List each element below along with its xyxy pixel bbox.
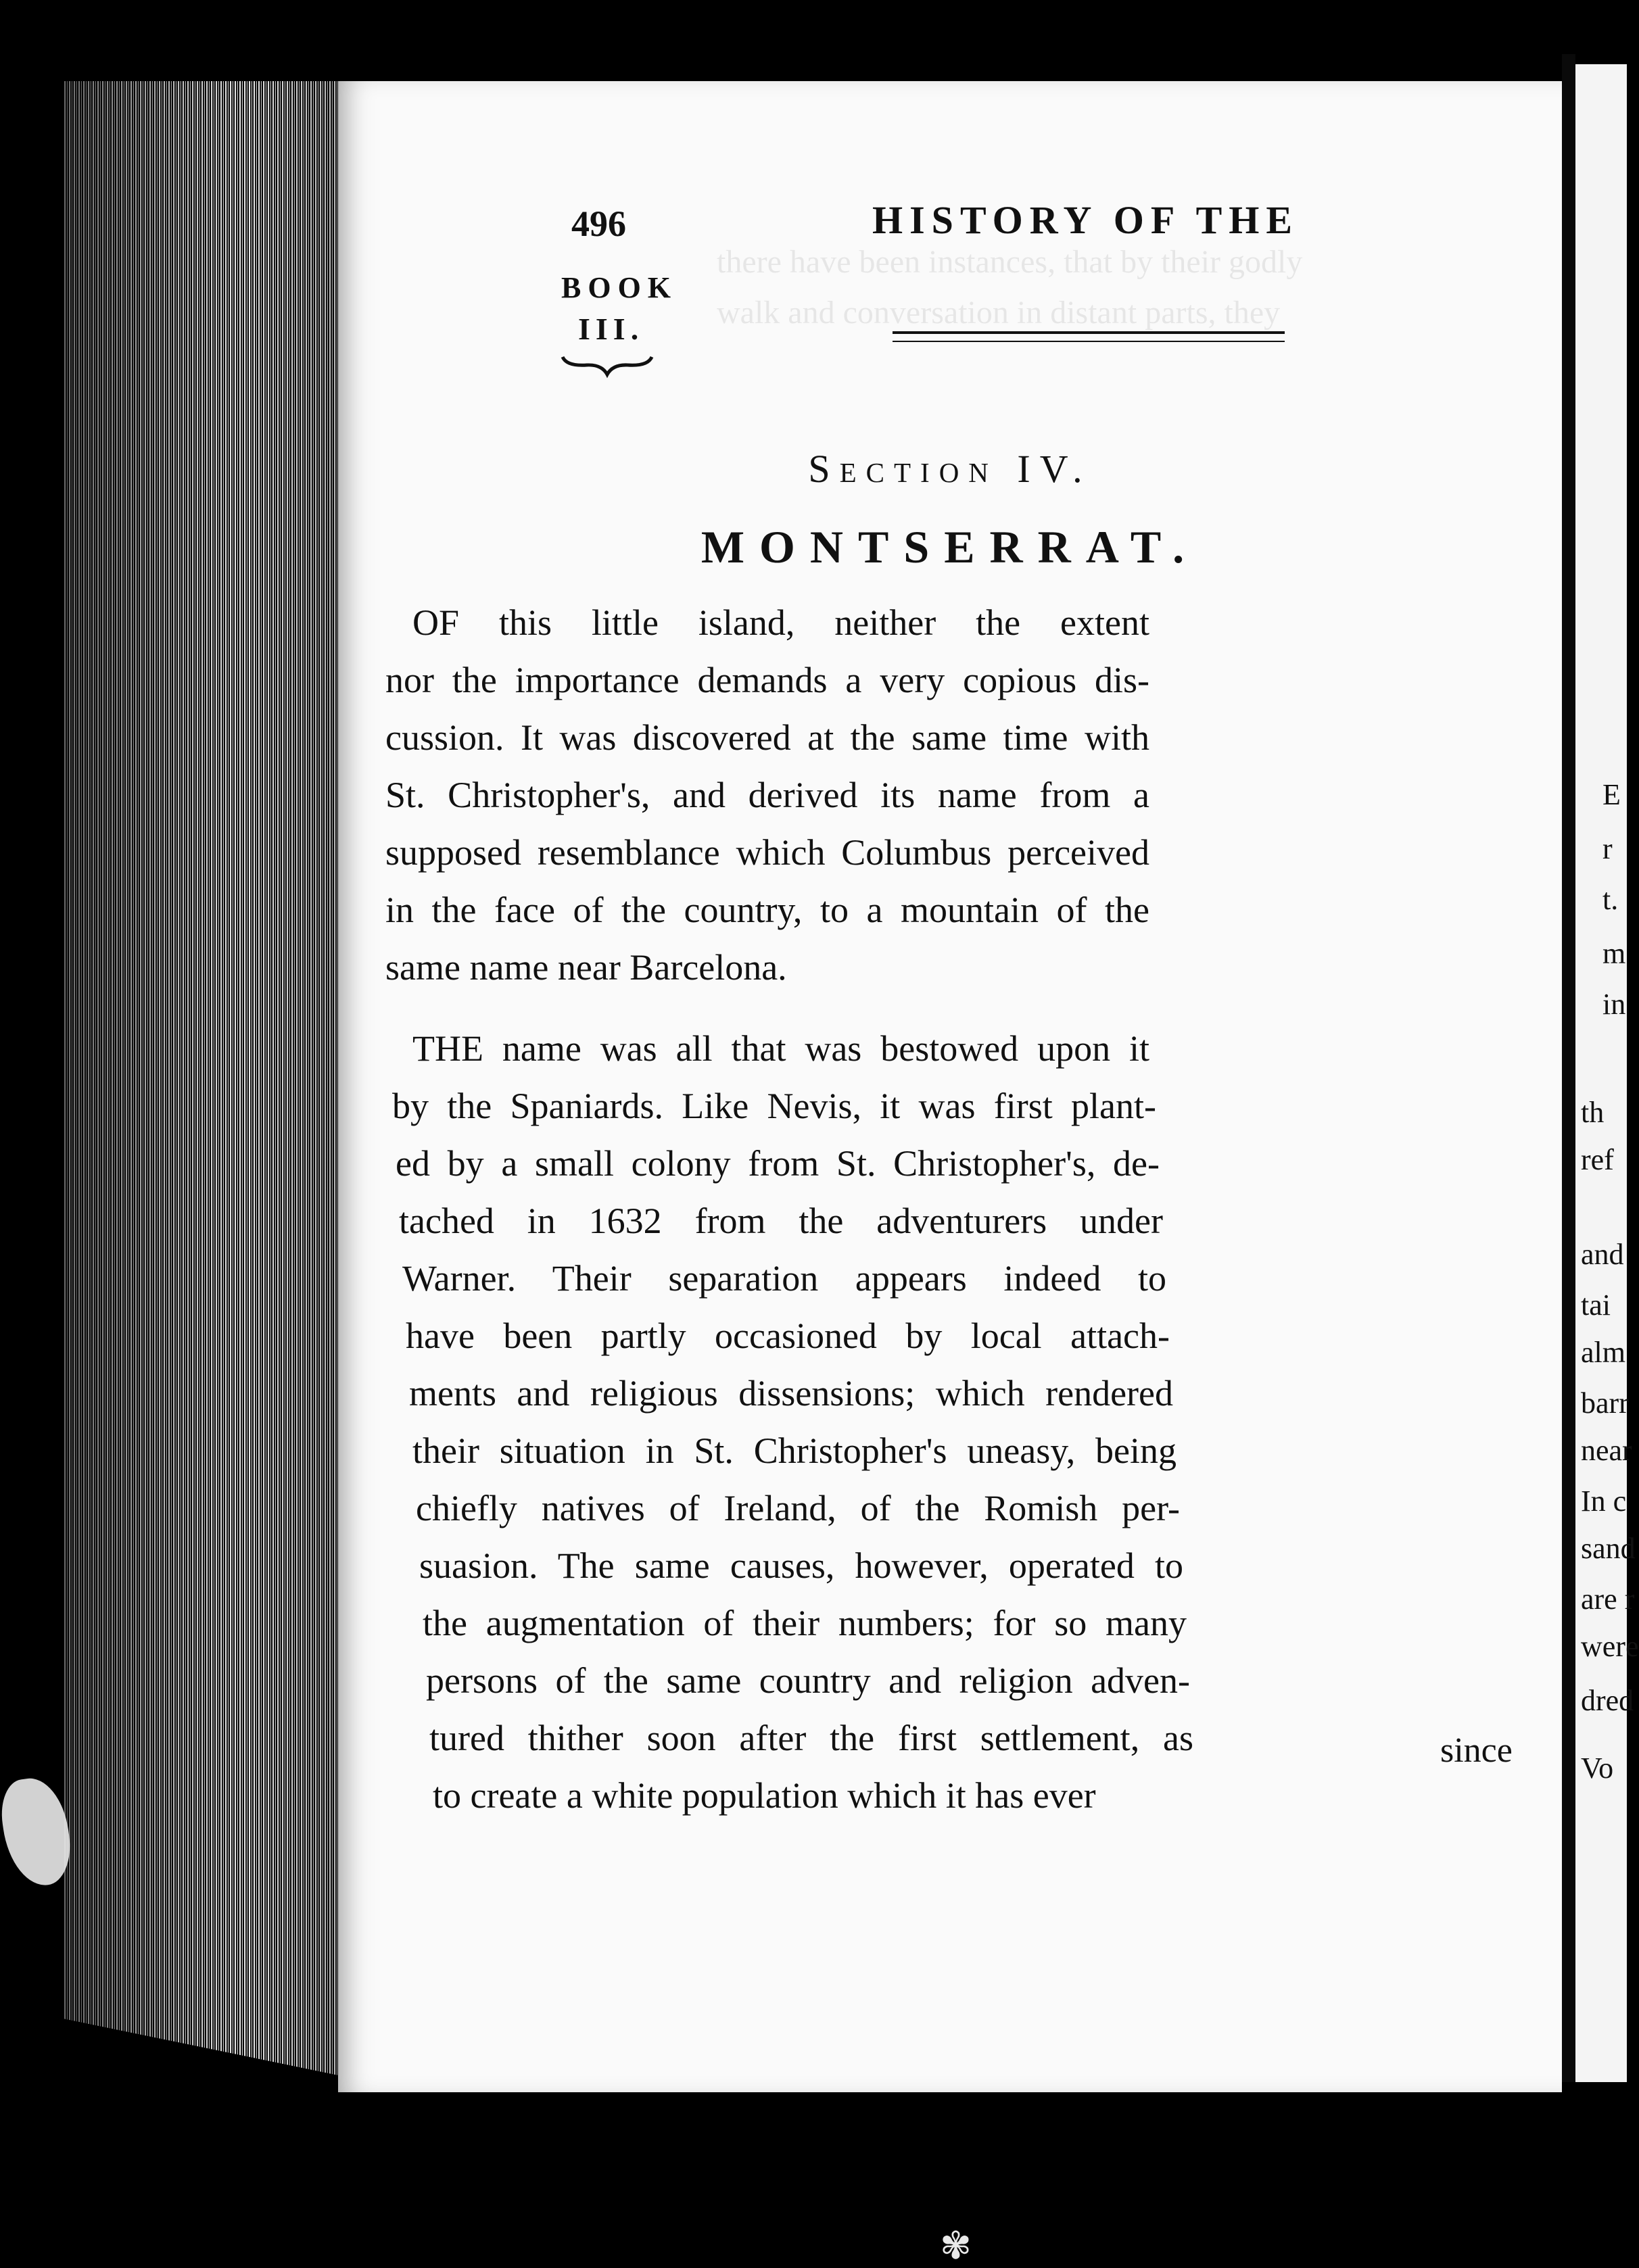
header-rule	[893, 331, 1285, 342]
facing-page-fragment: th	[1581, 1096, 1605, 1129]
text-line: nor the importance demands a very copious dis-	[385, 660, 1149, 700]
facing-page-fragment: sand	[1581, 1532, 1636, 1565]
brace-ornament	[560, 352, 655, 379]
text-line: ed by a small colony from St. Christopher's, de-	[396, 1143, 1160, 1184]
text-line: have been partly occasioned by local attach-	[406, 1316, 1170, 1356]
text-line: OF this little island, neither the extent	[412, 602, 1149, 643]
facing-page-fragment: E	[1602, 778, 1621, 811]
fleuron-ornament: ✾	[940, 2225, 972, 2267]
book-label: BOOK	[561, 271, 678, 304]
text-line: THE name was all that was bestowed upon it	[412, 1028, 1149, 1069]
text-line: tured thither soon after the first settlement, as	[429, 1718, 1193, 1758]
text-line: the augmentation of their numbers; for so many	[423, 1603, 1187, 1643]
book-number: III.	[578, 312, 644, 346]
page-content	[338, 81, 1562, 2092]
facing-page-fragment: m	[1602, 937, 1626, 970]
show-through-text: there have been instances, that by their godly	[717, 244, 1303, 280]
text-line: chiefly natives of Ireland, of the Romish per-	[416, 1488, 1180, 1528]
section-heading: Section IV.	[808, 447, 1092, 491]
section-title: MONTSERRAT.	[700, 521, 1199, 573]
text-line: tached in 1632 from the adventurers under	[399, 1201, 1163, 1241]
catchword: since	[1440, 1731, 1513, 1770]
text-line: St. Christopher's, and derived its name from a	[385, 775, 1149, 815]
text-line: to create a white population which it has ever	[433, 1775, 1096, 1816]
torn-leaf-fragment	[0, 1774, 76, 1890]
text-line: persons of the same country and religion adven-	[426, 1660, 1190, 1701]
book-gutter	[1562, 54, 1575, 2082]
facing-page-fragment: barr	[1581, 1386, 1629, 1420]
facing-page-fragment: r	[1602, 832, 1613, 865]
facing-page-fragment: were	[1581, 1630, 1639, 1663]
text-line: cussion. It was discovered at the same time with	[385, 717, 1149, 758]
page-number: 496	[571, 203, 626, 244]
text-line: ments and religious dissensions; which rendered	[409, 1373, 1173, 1414]
facing-page-fragment: and	[1581, 1238, 1624, 1271]
facing-page-fragment: in	[1602, 988, 1626, 1021]
page-edge-shadow	[64, 81, 355, 2079]
facing-page-fragment: near	[1581, 1434, 1632, 1467]
book-page	[338, 81, 1562, 2092]
text-line: in the face of the country, to a mountain of the	[385, 890, 1149, 930]
facing-page-fragment: tai	[1581, 1288, 1611, 1322]
show-through-text: walk and conversation in distant parts, they	[717, 295, 1281, 331]
facing-page-fragment: dred	[1581, 1684, 1634, 1717]
text-line: supposed resemblance which Columbus perceived	[385, 832, 1149, 873]
facing-page-fragment: Vo	[1581, 1752, 1614, 1785]
facing-page-fragment: t.	[1602, 883, 1619, 916]
running-head: HISTORY OF THE	[872, 198, 1300, 242]
facing-page-fragment: alm	[1581, 1336, 1625, 1369]
facing-page-fragment: are r	[1581, 1583, 1635, 1616]
text-line: Warner. Their separation appears indeed to	[402, 1258, 1166, 1299]
facing-page-fragment: In c	[1581, 1485, 1627, 1518]
facing-page-fragment: ref	[1581, 1143, 1614, 1176]
text-line: same name near Barcelona.	[385, 947, 787, 988]
text-line: suasion. The same causes, however, operated to	[419, 1545, 1183, 1586]
text-line: by the Spaniards. Like Nevis, it was first plant-	[392, 1086, 1156, 1126]
text-line: their situation in St. Christopher's uneasy, being	[412, 1430, 1177, 1471]
facing-page	[1575, 64, 1639, 2082]
